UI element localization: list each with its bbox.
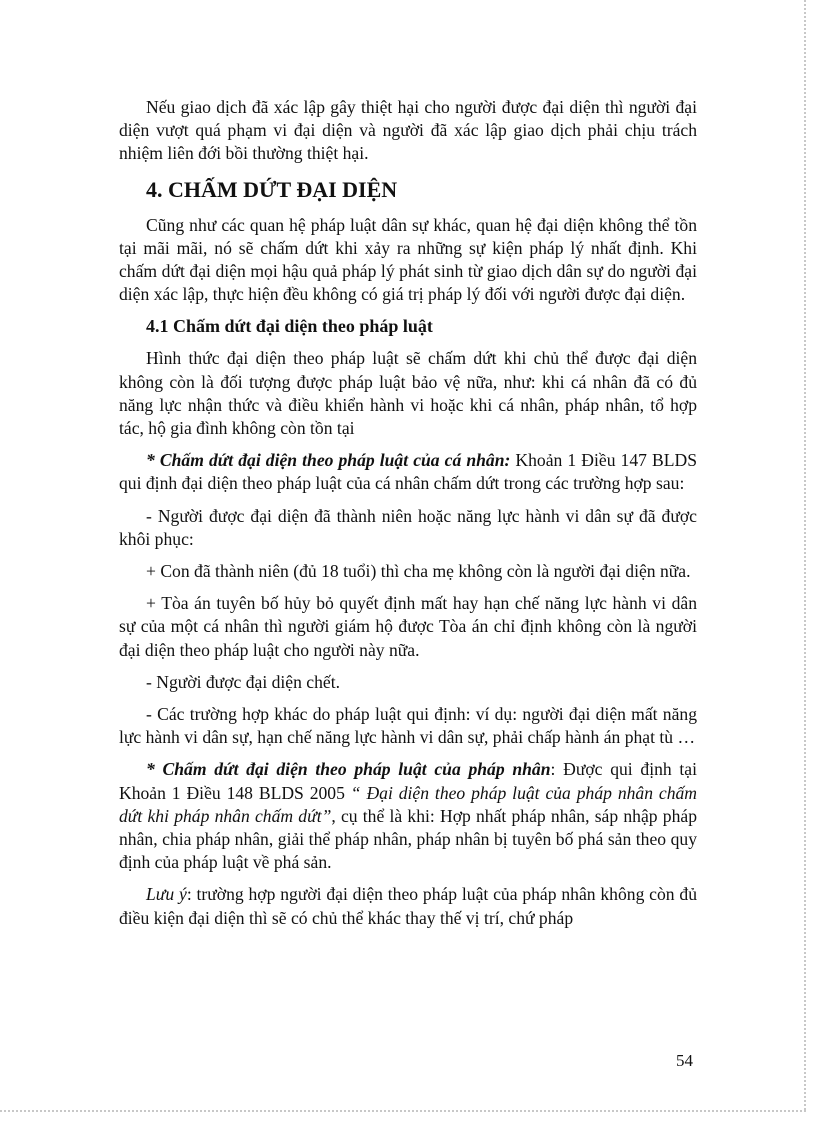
paragraph-note: [119, 883, 697, 929]
legal-entity-termination-lead: * Chấm dứt đại diện theo pháp luật của pháp nhân: [146, 759, 551, 780]
paragraph-individual-termination: [119, 449, 697, 495]
legal-entity-text-a: : Được qui định tại Khoản 1 Điều 148 BLDS 2005: [119, 759, 697, 803]
individual-termination-lead: * Chấm dứt đại diện theo pháp luật của cá nhân:: [146, 450, 511, 471]
note-text: : trường hợp người đại diện theo pháp luật của pháp nhân không còn đủ điều kiện đại diện thì sẽ có chủ thể khác thay thế vị trí, chứ pháp: [119, 884, 697, 928]
note-lead: Lưu ý: [146, 884, 187, 905]
paragraph-liability: Nếu giao dịch đã xác lập gây thiệt hại cho người được đại diện thì người đại diện vượt quá phạm vi đại diện và người đã xác lập giao dịch phải chịu trách nhiệm liên đới bồi thường thiệt hại.: [119, 97, 697, 164]
list-item-adult-or-restored: - Người được đại diện đã thành niên hoặc năng lực hành vi dân sự đã được khôi phục:: [119, 505, 697, 549]
paragraph-legal-representation: Hình thức đại diện theo pháp luật sẽ chấm dứt khi chủ thể được đại diện không còn là đối tượng được pháp luật bảo vệ nữa, như: khi cá nhân đã có đủ năng lực nhận thức và điều khiển hành vi hoặc khi cá nhân, pháp nhân, tổ hợp tác, hộ gia đình không còn tồn tại: [119, 348, 697, 439]
section-heading-4: 4. CHẤM DỨT ĐẠI DIỆN: [146, 176, 398, 202]
list-item-court-decision: + Tòa án tuyên bố hủy bỏ quyết định mất hay hạn chế năng lực hành vi dân sự của một cá nhân thì người giám hộ được Tòa án chỉ định không còn là người đại diện theo pháp luật cho người này nữa.: [119, 593, 697, 660]
page-number: 54: [676, 1051, 693, 1070]
paragraph-termination-intro: Cũng như các quan hệ pháp luật dân sự khác, quan hệ đại diện không thể tồn tại mãi mãi, nó sẽ chấm dứt khi xảy ra những sự kiện pháp lý nhất định. Khi chấm dứt đại diện mọi hậu quả pháp lý phát sinh từ giao dịch dân sự do người đại diện xác lập, thực hiện đều không có giá trị pháp lý đối với người được đại diện.: [119, 214, 697, 305]
subsection-heading-4-1: 4.1 Chấm dứt đại diện theo pháp luật: [146, 316, 433, 337]
legal-entity-quote: “ Đại diện theo pháp luật của pháp nhân chấm dứt khi pháp nhân chấm dứt”: [119, 782, 697, 826]
list-item-child-adult: + Con đã thành niên (đủ 18 tuổi) thì cha mẹ không còn là người đại diện nữa.: [146, 561, 691, 582]
individual-termination-text: Khoản 1 Điều 147 BLDS qui định đại diện theo pháp luật của cá nhân chấm dứt trong các trường hợp sau:: [119, 450, 697, 494]
legal-entity-text-b: , cụ thể là khi: Hợp nhất pháp nhân, sáp nhập pháp nhân, chia pháp nhân, giải thể pháp nhân, pháp nhân bị tuyên bố phá sản theo quy định của pháp luật về phá sản.: [119, 805, 697, 873]
page-border-bottom: [0, 1110, 806, 1112]
paragraph-legal-entity-termination: [119, 758, 697, 874]
page-border-right: [804, 0, 806, 1110]
list-item-death: - Người được đại diện chết.: [146, 671, 341, 692]
list-item-other-cases: - Các trường hợp khác do pháp luật qui định: ví dụ: người đại diện mất năng lực hành vi dân sự, hạn chế năng lực hành vi dân sự, phải chấp hành án phạt tù …: [119, 704, 697, 748]
page-body: [119, 96, 697, 930]
